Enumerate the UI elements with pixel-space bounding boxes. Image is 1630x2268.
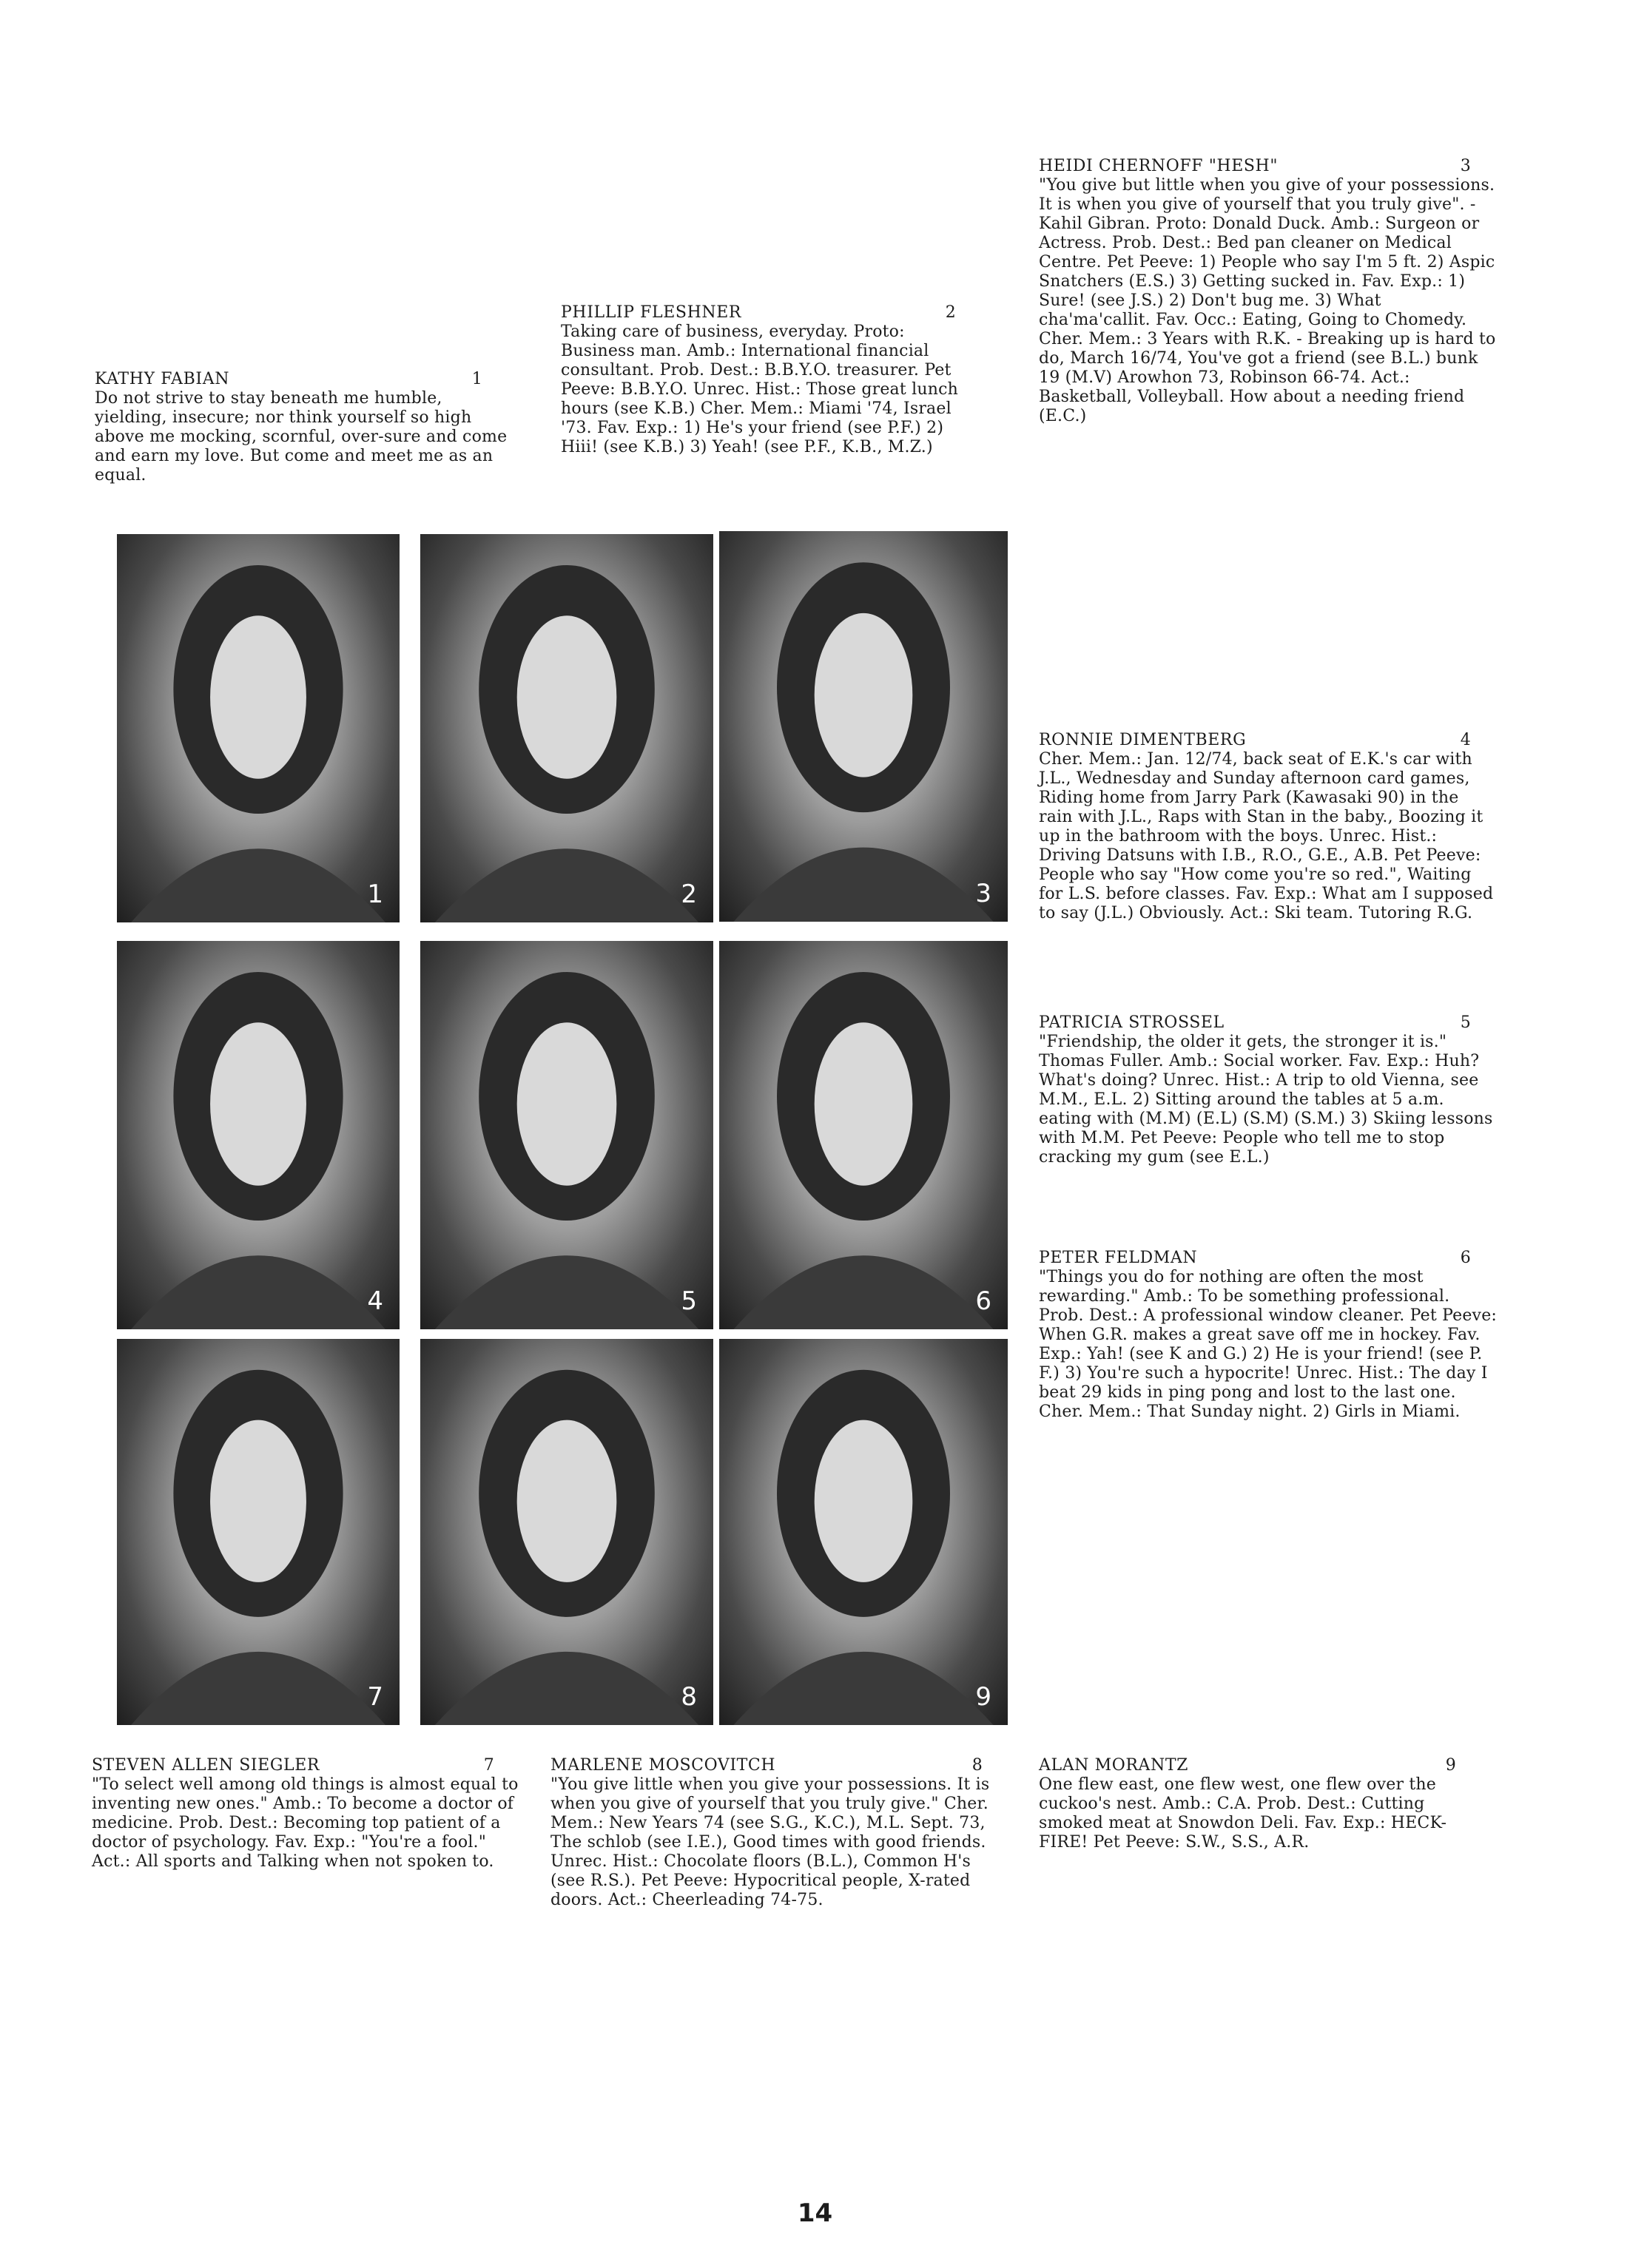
portrait-silhouette	[420, 941, 713, 1329]
photo-number: 4	[367, 1286, 383, 1316]
student-number: 7	[483, 1756, 494, 1775]
student-name: ALAN MORANTZ	[1039, 1756, 1189, 1775]
student-bio: Cher. Mem.: Jan. 12/74, back seat of E.K.'s car with J.L., Wednesday and Sunday afternoon card games, Riding home from Jarry Park (Kawasaki 90) in the rain with J.L., Raps with Stan in the baby., Boozing it up in the bathroom with the boys. Unrec. Hist.: Driving Datsuns with I.B., R.O., G.E., A.B. Pet Peeve: People who say "How come you're so red.", Waiting for L.S. before classes. Fav. Exp.: What am I supposed to say (J.L.) Obviously. Act.: Ski team. Tutoring R.G.	[1039, 750, 1494, 922]
bio-patricia-strossel	[1039, 1013, 1498, 1167]
portrait-silhouette	[420, 1339, 713, 1725]
student-number: 8	[971, 1756, 983, 1775]
photo-number: 3	[975, 879, 991, 908]
student-bio: "Friendship, the older it gets, the stronger it is." Thomas Fuller. Amb.: Social worker. Fav. Exp.: Huh? What's doing? Unrec. Hist.: A trip to old Vienna, see M.M., E.L. 2) Sitting around the tables at 5 a.m. eating with (M.M) (E.L) (S.M) (S.M.) 3) Skiing lessons with M.M. Pet Peeve: People who tell me to stop cracking my gum (see E.L.)	[1039, 1033, 1493, 1167]
photo-number: 5	[681, 1286, 697, 1316]
student-bio: One flew east, one flew west, one flew over the cuckoo's nest. Amb.: C.A. Prob. Dest.: Cutting smoked meat at Snowdon Deli. Fav. Exp.: HECK-FIRE! Pet Peeve: S.W., S.S., A.R.	[1039, 1775, 1447, 1852]
student-number: 9	[1445, 1756, 1456, 1775]
bio-phillip-fleshner	[561, 303, 983, 457]
student-bio: "To select well among old things is almost equal to inventing new ones." Amb.: To become a doctor of medicine. Prob. Dest.: Becoming top patient of a doctor of psychology. Fav. Exp.: "You're a fool." Act.: All sports and Talking when not spoken to.	[92, 1775, 519, 1871]
student-bio: Taking care of business, everyday. Proto: Business man. Amb.: International financial consultant. Prob. Dest.: B.B.Y.O. treasurer. Pet Peeve: B.B.Y.O. Unrec. Hist.: Those great lunch hours (see K.B.) Cher. Mem.: Miami '74, Israel '73. Fav. Exp.: 1) He's your friend (see P.F.) 2) Hiii! (see K.B.) 3) Yeah! (see P.F., K.B., M.Z.)	[561, 323, 958, 456]
photo-number: 6	[975, 1286, 991, 1316]
bio-kathy-fabian	[95, 370, 509, 485]
photo-alan-morantz	[719, 1339, 1008, 1725]
portrait-silhouette	[117, 941, 400, 1329]
student-number: 1	[471, 370, 482, 388]
photo-heidi-chernoff	[719, 531, 1008, 922]
student-name: MARLENE MOSCOVITCH	[550, 1756, 776, 1775]
portrait-silhouette	[719, 941, 1008, 1329]
photo-number: 2	[681, 880, 697, 909]
student-name: STEVEN ALLEN SIEGLER	[92, 1756, 320, 1775]
student-number: 6	[1460, 1249, 1471, 1267]
student-name: KATHY FABIAN	[95, 370, 230, 388]
student-number: 5	[1460, 1013, 1471, 1032]
bio-ronnie-dimentberg	[1039, 731, 1498, 923]
portrait-silhouette	[117, 1339, 400, 1725]
portrait-silhouette	[117, 534, 400, 922]
student-bio: "You give but little when you give of your possessions. It is when you give of yourself that you truly give". - Kahil Gibran. Proto: Donald Duck. Amb.: Surgeon or Actress. Prob. Dest.: Bed pan cleaner on Medical Centre. Pet Peeve: 1) People who say I'm 5 ft. 2) Aspic Snatchers (E.S.) 3) Getting sucked in. Fav. Exp.: 1) Sure! (see J.S.) 2) Don't bug me. 3) What cha'ma'callit. Fav. Occ.: Eating, Going to Chomedy. Cher. Mem.: 3 Years with R.K. - Breaking up is hard to do, March 16/74, You've got a friend (see B.L.) bunk 19 (M.V) Arowhon 73, Robinson 66-74. Act.: Basketball, Volleyball. How about a needing friend (E.C.)	[1039, 176, 1496, 425]
photo-phillip-fleshner	[420, 534, 713, 922]
page-number: 14	[797, 2198, 833, 2228]
bio-steven-siegler	[92, 1756, 521, 1872]
photo-ronnie-dimentberg	[117, 941, 400, 1329]
student-name: PATRICIA STROSSEL	[1039, 1013, 1225, 1032]
student-name: RONNIE DIMENTBERG	[1039, 731, 1247, 749]
photo-kathy-fabian	[117, 534, 400, 922]
portrait-silhouette	[719, 1339, 1008, 1725]
photo-number: 1	[367, 880, 383, 909]
photo-patricia-strossel	[420, 941, 713, 1329]
student-name: HEIDI CHERNOFF "HESH"	[1039, 157, 1279, 175]
student-bio: Do not strive to stay beneath me humble, yielding, insecure; nor think yourself so high above me mocking, scornful, over-sure and come and earn my love. But come and meet me as an equal.	[95, 389, 508, 485]
photo-steven-siegler	[117, 1339, 400, 1725]
photo-number: 8	[681, 1682, 697, 1712]
bio-peter-feldman	[1039, 1249, 1498, 1422]
bio-heidi-chernoff	[1039, 157, 1498, 426]
student-number: 2	[945, 303, 956, 322]
photo-number: 7	[367, 1682, 383, 1712]
student-name: PHILLIP FLESHNER	[561, 303, 742, 322]
photo-marlene-moscovitch	[420, 1339, 713, 1725]
student-bio: "Things you do for nothing are often the most rewarding." Amb.: To be something professional. Prob. Dest.: A professional window cleaner. Pet Peeve: When G.R. makes a great save off me in hockey. Fav. Exp.: Yah! (see K and G.) 2) He is your friend! (see P. F.) 3) You're such a hypocrite! Unrec. Hist.: The day I beat 29 kids in ping pong and lost to the last one. Cher. Mem.: That Sunday night. 2) Girls in Miami.	[1039, 1268, 1498, 1421]
photo-peter-feldman	[719, 941, 1008, 1329]
portrait-silhouette	[719, 531, 1008, 922]
student-bio: "You give little when you give your possessions. It is when you give of yourself that you truly give." Cher. Mem.: New Years 74 (see S.G., K.C.), M.L. Sept. 73, The schlob (see I.E.), Good times with good friends. Unrec. Hist.: Chocolate floors (B.L.), Common H's (see R.S.). Pet Peeve: Hypocritical people, X-rated doors. Act.: Cheerleading 74-75.	[550, 1775, 990, 1909]
student-name: PETER FELDMAN	[1039, 1249, 1198, 1267]
photo-number: 9	[975, 1682, 991, 1712]
bio-alan-morantz	[1039, 1756, 1483, 1852]
student-number: 3	[1460, 157, 1471, 175]
student-number: 4	[1460, 731, 1471, 749]
portrait-silhouette	[420, 534, 713, 922]
bio-marlene-moscovitch	[550, 1756, 1009, 1910]
